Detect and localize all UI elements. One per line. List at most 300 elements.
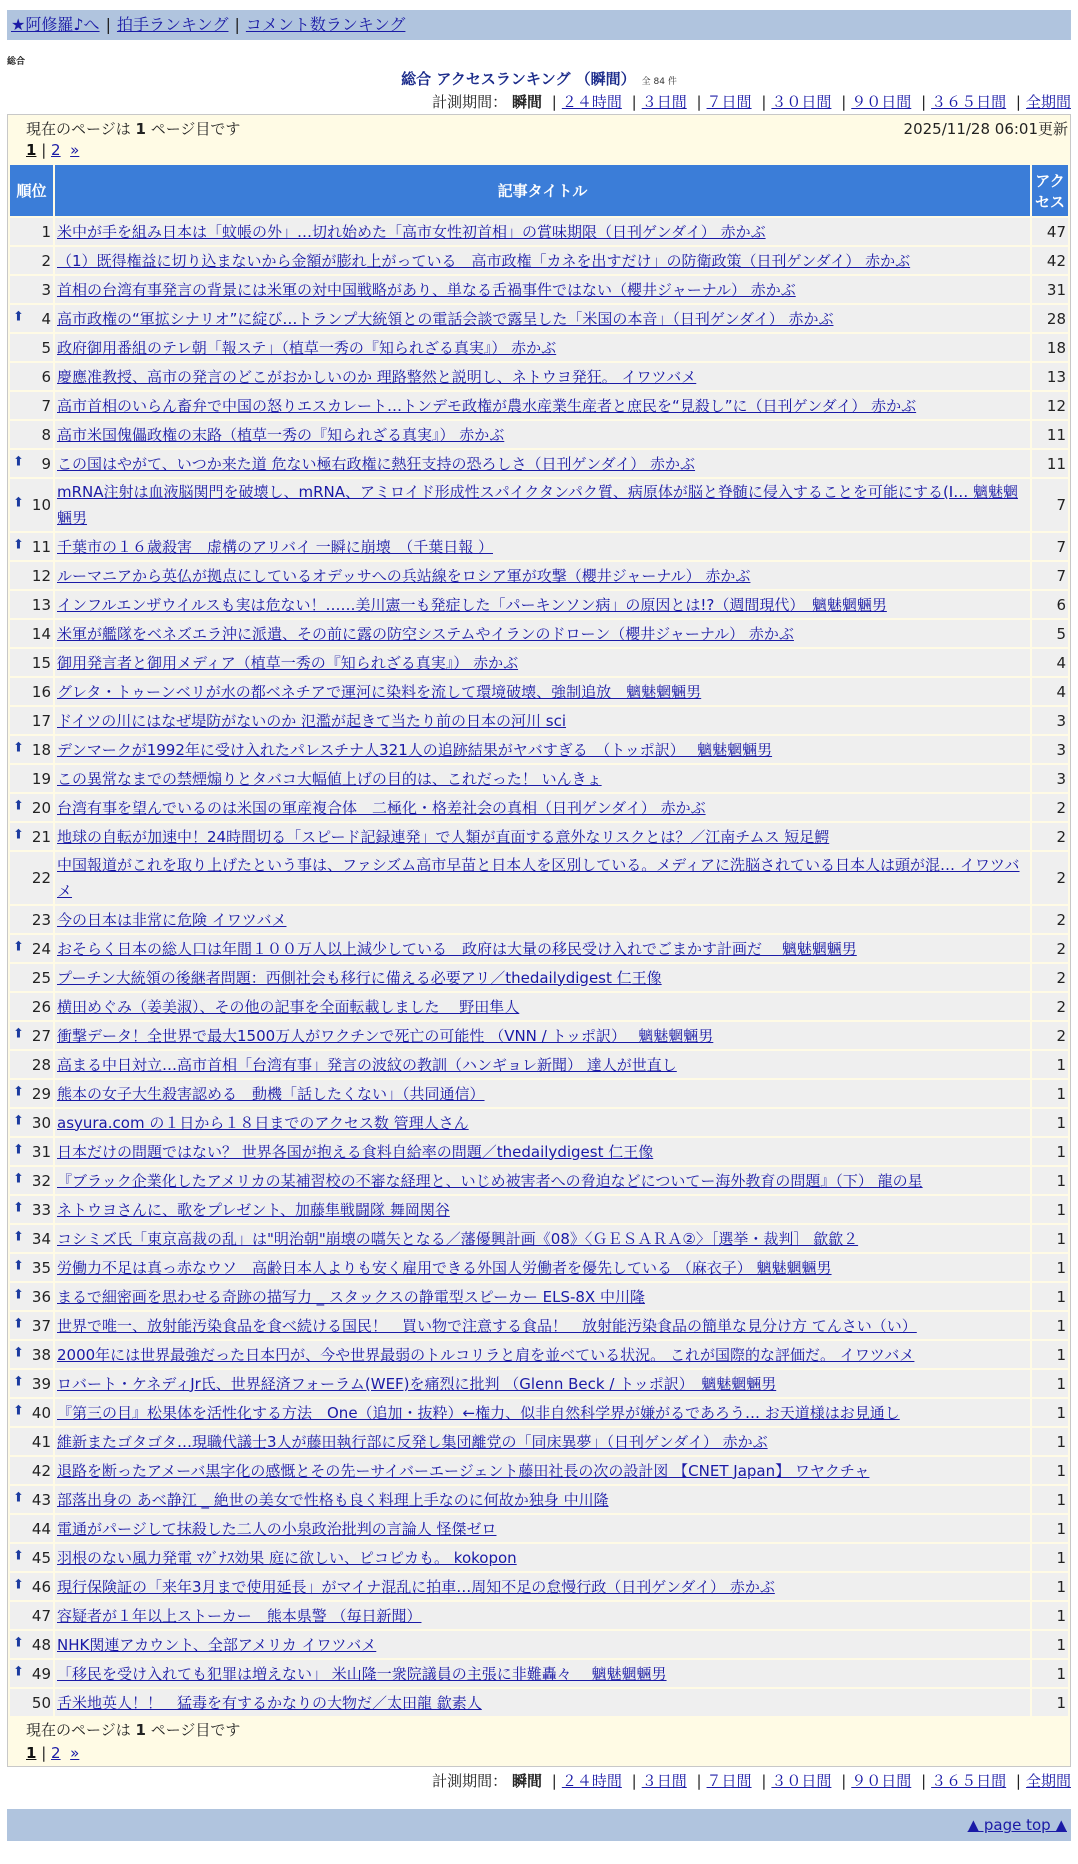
title-cell	[55, 678, 1030, 705]
title-cell	[55, 1225, 1030, 1252]
access-count: 2	[1032, 993, 1068, 1020]
article-link[interactable]: おそらく日本の総人口は年間１００万人以上減少している 政府は大量の移民受け入れでごまかす計画だ 魑魅魍魎男	[57, 939, 857, 958]
pager-current: 1	[26, 141, 37, 159]
title-cell	[55, 1254, 1030, 1281]
article-link[interactable]: 容疑者が１年以上ストーカー 熊本県警 （毎日新聞）	[57, 1606, 422, 1625]
rank-number: 38	[31, 1345, 51, 1364]
rank-cell	[10, 1399, 53, 1426]
period-label: 計測期間：	[432, 1772, 508, 1790]
rank-number: 47	[31, 1606, 51, 1625]
title-cell	[55, 1167, 1030, 1194]
table-row	[10, 823, 1068, 850]
category-label: 総合	[7, 57, 26, 67]
up-arrow-icon: ⬆	[13, 309, 24, 325]
article-link[interactable]: 慶應准教授、高市の発言のどこがおかしいのか 理路整然と説明し、ネトウヨ発狂。 イワツバメ	[57, 367, 697, 386]
rank-cell	[10, 334, 53, 361]
table-row	[10, 707, 1068, 734]
table-row	[10, 1254, 1068, 1281]
current-page-number: 1	[135, 120, 146, 138]
access-count: 2	[1032, 852, 1068, 904]
article-link[interactable]: asyura.com の１日から１８日までのアクセス数 管理人さん	[57, 1113, 469, 1132]
up-arrow-icon: ⬆	[13, 740, 24, 756]
article-link[interactable]: ロバート・ケネディJr氏、世界経済フォーラム(WEF)を痛烈に批判 （Glenn Beck / トッポ訳） 魑魅魍魎男	[57, 1374, 777, 1393]
article-link[interactable]: 『第三の目』松果体を活性化する方法 One（追加・抜粋）←権力、似非自然科学界が嫌がるであろう… お天道様はお見通し	[57, 1403, 900, 1422]
article-link[interactable]: 舌米地英人！！ 猛毒を有するかなりの大物だ／太田龍 歙素人	[57, 1693, 482, 1712]
up-arrow-icon: ⬆	[13, 939, 24, 955]
table-row	[10, 1312, 1068, 1339]
rank-number: 36	[31, 1287, 51, 1306]
up-arrow-icon: ⬆	[13, 1548, 24, 1564]
table-row	[10, 1051, 1068, 1078]
article-link[interactable]: 高市首相のいらん畜弁で中国の怒りエスカレート…トンデモ政権が農水産業生産者と庶民を“見殺し”に（日刊ゲンダイ） 赤かぶ	[57, 396, 917, 415]
access-count: 1	[1032, 1660, 1068, 1687]
access-count: 3	[1032, 736, 1068, 763]
period-link-90d[interactable]: ９０日間	[851, 93, 912, 111]
article-link[interactable]: インフルエンザウイルスも実は危ない！……美川憲一も発症した「パーキンソン病」の原因とは!?（週間現代） 魑魅魍魎男	[57, 595, 887, 614]
article-link[interactable]: 横田めぐみ（姜美淑）、その他の記事を全面転載しました 野田隼人	[57, 997, 520, 1016]
table-row	[10, 1428, 1068, 1455]
access-count: 1	[1032, 1602, 1068, 1629]
period-link-7d[interactable]: ７日間	[706, 93, 752, 111]
article-link[interactable]: 2000年には世界最強だった日本円が、今や世界最弱のトルコリラと肩を並べている状況。 これが国際的な評価だ。 イワツバメ	[57, 1345, 915, 1364]
up-arrow-icon: ⬆	[13, 827, 24, 843]
rank-cell	[10, 1080, 53, 1107]
up-arrow-icon: ⬆	[13, 1403, 24, 1419]
access-count: 4	[1032, 678, 1068, 705]
title-cell	[55, 1486, 1030, 1513]
rank-cell	[10, 1341, 53, 1368]
table-row	[10, 1399, 1068, 1426]
article-link[interactable]: 部落出身の あべ静江 _ 絶世の美女で性格も良く料理上手なのに何故か独身 中川隆	[57, 1490, 609, 1509]
table-row	[10, 1167, 1068, 1194]
title-cell	[55, 1080, 1030, 1107]
up-arrow-icon: ⬆	[13, 1490, 24, 1506]
period-link-90d[interactable]: ９０日間	[851, 1772, 912, 1790]
article-link[interactable]: 羽根のない風力発電 ﾏｸﾞﾅｽ効果 庭に欲しい、ピコピカも。 kokopon	[57, 1548, 517, 1567]
rank-number: 10	[31, 496, 51, 514]
table-row	[10, 1486, 1068, 1513]
rank-number: 7	[41, 396, 51, 415]
up-arrow-icon: ⬆	[13, 1664, 24, 1680]
article-link[interactable]: 首相の台湾有事発言の背景には米軍の対中国戦略があり、単なる舌禍事件ではない（櫻井ジャーナル） 赤かぶ	[57, 280, 796, 299]
rank-cell	[10, 1196, 53, 1223]
title-cell	[55, 421, 1030, 448]
article-link[interactable]: 高市米国傀儡政権の末路（植草一秀の『知られざる真実』） 赤かぶ	[57, 425, 505, 444]
title-cell	[55, 392, 1030, 419]
access-count: 1	[1032, 1254, 1068, 1281]
rank-cell	[10, 852, 53, 904]
pager-page-2[interactable]: 2	[51, 141, 61, 159]
rank-cell	[10, 1138, 53, 1165]
rank-cell	[10, 1167, 53, 1194]
article-link[interactable]: グレタ・トゥーンベリが水の都ベネチアで運河に染料を流して環境破壊、強制追放 魑魅魍魎男	[57, 682, 702, 701]
period-selector-top: 計測期間： 瞬間 | ２４時間 | ３日間 | ７日間 | ３０日間 | ９０日間 | ３６５日間 | 全期間	[432, 93, 1071, 111]
article-link[interactable]: 衝撃データ！全世界で最大1500万人がワクチンで死亡の可能性 （VNN / トッポ訳） 魑魅魍魎男	[57, 1026, 714, 1045]
table-row	[10, 421, 1068, 448]
up-arrow-icon: ⬆	[13, 1113, 24, 1129]
article-link[interactable]: mRNA注射は血液脳関門を破壊し、mRNA、アミロイド形成性スパイクタンパク質、病原体が脳と脊髄に侵入することを可能にする(I… 魑魅魍魎男	[57, 483, 1018, 527]
comment-ranking-link[interactable]: コメント数ランキング	[245, 15, 406, 34]
rank-cell	[10, 964, 53, 991]
access-count: 1	[1032, 1225, 1068, 1252]
rank-number: 20	[31, 798, 51, 817]
article-link[interactable]: ネトウヨさんに、歌をプレゼント、加藤隼戦闘隊 舞岡関谷	[57, 1200, 450, 1219]
up-arrow-icon: ⬆	[13, 798, 24, 814]
period-link-3d[interactable]: ３日間	[641, 93, 687, 111]
title-cell	[55, 363, 1030, 390]
rank-number: 13	[31, 595, 51, 614]
access-count: 2	[1032, 906, 1068, 933]
title-cell	[55, 1631, 1030, 1658]
rank-cell	[10, 218, 53, 245]
table-row	[10, 1602, 1068, 1629]
table-row	[10, 247, 1068, 274]
access-count: 6	[1032, 591, 1068, 618]
rank-cell	[10, 1573, 53, 1600]
title-cell	[55, 1022, 1030, 1049]
access-count: 2	[1032, 964, 1068, 991]
table-row	[10, 1573, 1068, 1600]
access-count: 1	[1032, 1544, 1068, 1571]
rank-number: 44	[31, 1519, 51, 1538]
table-row	[10, 305, 1068, 332]
rank-cell	[10, 1022, 53, 1049]
article-link[interactable]: 今の日本は非常に危険 イワツバメ	[57, 910, 287, 929]
rank-number: 14	[31, 624, 51, 643]
rank-cell	[10, 935, 53, 962]
up-arrow-icon: ⬆	[13, 1229, 24, 1245]
title-cell	[55, 1689, 1030, 1716]
article-link[interactable]: 現行保険証の「来年3月まで使用延長」がマイナ混乱に拍車…周知不足の怠慢行政（日刊ゲンダイ） 赤かぶ	[57, 1577, 775, 1596]
period-link-30d[interactable]: ３０日間	[771, 93, 832, 111]
rank-number: 31	[31, 1142, 51, 1161]
rank-cell	[10, 1660, 53, 1687]
period-link-all[interactable]: 全期間	[1025, 1772, 1071, 1790]
rank-number: 28	[31, 1055, 51, 1074]
period-link-24h[interactable]: ２４時間	[561, 1772, 622, 1790]
article-link[interactable]: 御用発言者と御用メディア（植草一秀の『知られざる真実』） 赤かぶ	[57, 653, 519, 672]
article-link[interactable]: まるで細密画を思わせる奇跡の描写力 _ スタックスの静電型スピーカー ELS-8X 中川隆	[57, 1287, 645, 1306]
access-count: 1	[1032, 1051, 1068, 1078]
table-header-row	[10, 165, 1068, 216]
access-count: 7	[1032, 562, 1068, 589]
up-arrow-icon: ⬆	[13, 1577, 24, 1593]
table-row	[10, 1196, 1068, 1223]
table-row	[10, 794, 1068, 821]
period-link-24h[interactable]: ２４時間	[561, 93, 622, 111]
rank-number: 27	[31, 1026, 51, 1045]
table-row	[10, 964, 1068, 991]
article-link[interactable]: 中国報道がこれを取り上げたという事は、ファシズム高市早苗と日本人を区別している。メディアに洗脳されている日本人は頭が混… イワツバメ	[57, 856, 1020, 900]
rank-cell	[10, 1457, 53, 1484]
access-count: 1	[1032, 1428, 1068, 1455]
title-cell	[55, 479, 1030, 531]
article-link[interactable]: ルーマニアから英仏が拠点にしているオデッサへの兵站線をロシア軍が攻撃（櫻井ジャーナル） 赤かぶ	[57, 566, 751, 585]
table-row	[10, 1022, 1068, 1049]
rank-number: 19	[31, 769, 51, 788]
article-link[interactable]: コシミズ氏「東京高裁の乱」は"明治朝"崩壊の嚆矢となる／藩優興計画《08》〈ＧＥＳＡＲＡ②〉［選挙・裁判］ 歙歙２	[57, 1229, 859, 1248]
pager-top: 1 | 2 »	[26, 141, 80, 159]
title-cell	[55, 305, 1030, 332]
access-count: 1	[1032, 1631, 1068, 1658]
title-cell	[55, 218, 1030, 245]
up-arrow-icon: ⬆	[13, 1142, 24, 1158]
rank-cell	[10, 1602, 53, 1629]
up-arrow-icon: ⬆	[13, 454, 24, 470]
article-link[interactable]: 「移民を受け入れても犯罪は増えない」 米山隆一衆院議員の主張に非難轟々 魑魅魍魎男	[57, 1664, 667, 1683]
title-cell	[55, 1051, 1030, 1078]
rank-number: 26	[31, 997, 51, 1016]
rank-number: 5	[41, 338, 51, 357]
table-row	[10, 1370, 1068, 1397]
rank-cell	[10, 649, 53, 676]
table-row	[10, 736, 1068, 763]
rank-cell	[10, 1051, 53, 1078]
up-arrow-icon: ⬆	[13, 495, 24, 511]
title-cell	[55, 707, 1030, 734]
rank-cell	[10, 823, 53, 850]
access-count: 1	[1032, 1689, 1068, 1716]
table-row	[10, 276, 1068, 303]
page-title	[7, 68, 1071, 90]
rank-number: 41	[31, 1432, 51, 1451]
rank-cell	[10, 906, 53, 933]
table-row	[10, 765, 1068, 792]
rank-cell	[10, 707, 53, 734]
table-row	[10, 1283, 1068, 1310]
rank-cell	[10, 1225, 53, 1252]
article-link[interactable]: 維新またゴタゴタ…現職代議士3人が藤田執行部に反発し集団離党の「同床異夢」（日刊ゲンダイ） 赤かぶ	[57, 1432, 768, 1451]
period-link-7d[interactable]: ７日間	[706, 1772, 752, 1790]
article-link[interactable]: この異常なまでの禁煙煽りとタバコ大幅値上げの目的は、これだった！ いんきょ	[57, 769, 602, 788]
access-count: 1	[1032, 1370, 1068, 1397]
period-link-365d[interactable]: ３６５日間	[931, 1772, 1007, 1790]
table-row	[10, 479, 1068, 531]
article-link[interactable]: 世界で唯一、放射能汚染食品を食べ続ける国民！ 買い物で注意する食品！ 放射能汚染食品の簡単な見分け方 てんさい（い）	[57, 1316, 917, 1335]
access-count: 2	[1032, 1022, 1068, 1049]
rank-cell	[10, 305, 53, 332]
access-count: 1	[1032, 1486, 1068, 1513]
article-link[interactable]: NHK関連アカウント、全部アメリカ イワツバメ	[57, 1635, 377, 1654]
table-row	[10, 649, 1068, 676]
access-count: 12	[1032, 392, 1068, 419]
rank-number: 29	[31, 1084, 51, 1103]
title-cell	[55, 276, 1030, 303]
article-link[interactable]: ドイツの川にはなぜ堤防がないのか 氾濫が起きて当たり前の日本の河川 sci	[57, 711, 567, 730]
table-row	[10, 363, 1068, 390]
title-cell	[55, 450, 1030, 477]
article-link[interactable]: 米中が手を組み日本は「蚊帳の外」…切れ始めた「高市女性初首相」の賞味期限（日刊ゲンダイ） 赤かぶ	[57, 222, 766, 241]
table-row	[10, 533, 1068, 560]
rank-cell	[10, 678, 53, 705]
table-row	[10, 1660, 1068, 1687]
access-count: 1	[1032, 1515, 1068, 1542]
table-row	[10, 852, 1068, 904]
rank-cell	[10, 736, 53, 763]
period-link-365d[interactable]: ３６５日間	[931, 93, 1007, 111]
article-link[interactable]: 高まる中日対立…高市首相「台湾有事」発言の波紋の教訓（ハンギョレ新聞） 達人が世直し	[57, 1055, 677, 1074]
rank-cell	[10, 591, 53, 618]
access-count: 47	[1032, 218, 1068, 245]
table-row	[10, 562, 1068, 589]
rank-cell	[10, 392, 53, 419]
table-row	[10, 392, 1068, 419]
up-arrow-icon: ⬆	[13, 1316, 24, 1332]
rank-number: 21	[31, 827, 51, 846]
article-link[interactable]: 千葉市の１６歳殺害 虚構のアリバイ 一瞬に崩壊 （千葉日報 ）	[57, 537, 493, 556]
access-count: 1	[1032, 1138, 1068, 1165]
rank-cell	[10, 363, 53, 390]
rank-number: 32	[31, 1171, 51, 1190]
access-count: 3	[1032, 707, 1068, 734]
title-cell	[55, 1515, 1030, 1542]
article-link[interactable]: 退路を断ったアメーバ黒字化の感慨とその先ーサイバーエージェント藤田社長の次の設計図 【CNET Japan】 ワヤクチャ	[57, 1461, 870, 1480]
access-count: 1	[1032, 1341, 1068, 1368]
article-link[interactable]: 台湾有事を望んでいるのは米国の軍産複合体 二極化・格差社会の真相（日刊ゲンダイ） 赤かぶ	[57, 798, 706, 817]
rank-cell	[10, 1109, 53, 1136]
nav-separator: |	[234, 15, 240, 34]
up-arrow-icon: ⬆	[13, 1171, 24, 1187]
ranking-title: 総合 アクセスランキング （瞬間）	[401, 70, 636, 88]
article-link[interactable]: この国はやがて、いつか来た道 危ない極右政権に熱狂支持の恐ろしさ（日刊ゲンダイ） 赤かぶ	[57, 454, 696, 473]
article-link[interactable]: 政府御用番組のテレ朝「報ステ」（植草一秀の『知られざる真実』） 赤かぶ	[57, 338, 557, 357]
up-arrow-icon: ⬆	[13, 1258, 24, 1274]
table-row	[10, 906, 1068, 933]
rank-cell	[10, 479, 53, 531]
rank-cell	[10, 1689, 53, 1716]
rank-cell	[10, 794, 53, 821]
table-row	[10, 334, 1068, 361]
clap-ranking-link[interactable]: 拍手ランキング	[116, 15, 229, 34]
title-cell	[55, 906, 1030, 933]
article-link[interactable]: （1）既得権益に切り込まないから金額が膨れ上がっている 高市政権「カネを出すだけ」の防衛政策（日刊ゲンダイ） 赤かぶ	[57, 251, 911, 270]
title-cell	[55, 533, 1030, 560]
page	[7, 10, 1071, 1841]
access-count: 2	[1032, 823, 1068, 850]
access-count: 11	[1032, 450, 1068, 477]
article-link[interactable]: 労働力不足は真っ赤なウソ 高齢日本人よりも安く雇用できる外国人労働者を優先している （麻衣子） 魑魅魍魎男	[57, 1258, 832, 1277]
page-info-bottom: 現在のページは 1 ページ目です	[26, 1721, 241, 1739]
article-link[interactable]: 米軍が艦隊をベネズエラ沖に派遣、その前に露の防空システムやイランのドローン（櫻井ジャーナル） 赤かぶ	[57, 624, 794, 643]
title-cell	[55, 1312, 1030, 1339]
title-cell	[55, 591, 1030, 618]
up-arrow-icon: ⬆	[13, 1374, 24, 1390]
access-count: 2	[1032, 935, 1068, 962]
article-link[interactable]: プーチン大統領の後継者問題：西側社会も移行に備える必要アリ／thedailydigest 仁王像	[57, 968, 662, 987]
article-link[interactable]: 日本だけの問題ではない？ 世界各国が抱える食料自給率の問題／thedailydigest 仁王像	[57, 1142, 654, 1161]
page-top-link[interactable]: ▲ page top ▲	[967, 1816, 1067, 1834]
ranking-panel	[7, 114, 1071, 1767]
title-cell	[55, 1341, 1030, 1368]
period-selector-bottom: 計測期間： 瞬間 | ２４時間 | ３日間 | ７日間 | ３０日間 | ９０日間 | ３６５日間 | 全期間	[432, 1772, 1071, 1790]
rank-cell	[10, 620, 53, 647]
up-arrow-icon: ⬆	[13, 1635, 24, 1651]
rank-cell	[10, 533, 53, 560]
article-link[interactable]: 高市政権の“軍拡シナリオ”に綻び…トランプ大統領との電話会談で露呈した「米国の本音」（日刊ゲンダイ） 赤かぶ	[57, 309, 834, 328]
table-row	[10, 1341, 1068, 1368]
rank-number: 2	[41, 251, 51, 270]
rank-cell	[10, 1428, 53, 1455]
article-link[interactable]: 熊本の女子大生殺害認める 動機「話したくない」（共同通信）	[57, 1084, 485, 1103]
article-link[interactable]: 電通がパージして抹殺した二人の小泉政治批判の言論人 怪傑ゼロ	[57, 1519, 497, 1538]
header-title: 記事タイトル	[55, 165, 1030, 216]
period-link-30d[interactable]: ３０日間	[771, 1772, 832, 1790]
title-cell	[55, 765, 1030, 792]
pager-page-2[interactable]: 2	[51, 1744, 61, 1762]
title-cell	[55, 1399, 1030, 1426]
article-link[interactable]: デンマークが1992年に受け入れたパレスチナ人321人の追跡結果がヤバすぎる （トッポ訳） 魑魅魍魎男	[57, 740, 773, 759]
title-cell	[55, 823, 1030, 850]
table-row	[10, 1631, 1068, 1658]
pager-next[interactable]: »	[70, 141, 80, 159]
rank-cell	[10, 1515, 53, 1542]
access-count: 3	[1032, 765, 1068, 792]
header-access: アクセス	[1032, 165, 1068, 216]
title-cell	[55, 562, 1030, 589]
up-arrow-icon: ⬆	[13, 1026, 24, 1042]
table-row	[10, 1225, 1068, 1252]
rank-number: 34	[31, 1229, 51, 1248]
rank-number: 9	[41, 454, 51, 473]
rank-number: 49	[31, 1664, 51, 1683]
access-count: 1	[1032, 1312, 1068, 1339]
up-arrow-icon: ⬆	[13, 1287, 24, 1303]
rank-cell	[10, 1370, 53, 1397]
rank-number: 37	[31, 1316, 51, 1335]
article-link[interactable]: 地球の自転が加速中！24時間切る「スピード記録連発」で人類が直面する意外なリスクとは？／江南チムス 短足鰐	[57, 827, 830, 846]
updated-timestamp: 2025/11/28 06:01更新	[903, 120, 1068, 138]
pager-next[interactable]: »	[70, 1744, 80, 1762]
title-cell	[55, 649, 1030, 676]
access-count: 4	[1032, 649, 1068, 676]
rank-number: 25	[31, 968, 51, 987]
title-cell	[55, 736, 1030, 763]
rank-number: 15	[31, 653, 51, 672]
access-count: 1	[1032, 1283, 1068, 1310]
rank-number: 18	[31, 740, 51, 759]
up-arrow-icon: ⬆	[13, 537, 24, 553]
period-link-3d[interactable]: ３日間	[641, 1772, 687, 1790]
table-row	[10, 1544, 1068, 1571]
access-count: 1	[1032, 1196, 1068, 1223]
title-cell	[55, 993, 1030, 1020]
rank-number: 40	[31, 1403, 51, 1422]
title-cell	[55, 1138, 1030, 1165]
access-count: 1	[1032, 1109, 1068, 1136]
item-count: 全 84 件	[641, 77, 677, 87]
rank-number: 22	[31, 869, 51, 887]
top-nav	[7, 10, 1071, 40]
period-link-all[interactable]: 全期間	[1025, 93, 1071, 111]
table-row	[10, 935, 1068, 962]
rank-number: 35	[31, 1258, 51, 1277]
table-row	[10, 591, 1068, 618]
rank-number: 43	[31, 1490, 51, 1509]
article-link[interactable]: 『ブラック企業化したアメリカの某補習校の不審な経理と、いじめ被害者への脅迫などについてー海外教育の問題』（下） 龍の星	[57, 1171, 923, 1190]
pager-bottom: 1 | 2 »	[26, 1744, 80, 1762]
table-row	[10, 678, 1068, 705]
table-row	[10, 218, 1068, 245]
rank-number: 45	[31, 1548, 51, 1567]
rank-number: 17	[31, 711, 51, 730]
rank-number: 42	[31, 1461, 51, 1480]
home-link[interactable]: ★阿修羅♪へ	[11, 15, 100, 34]
table-row	[10, 620, 1068, 647]
table-row	[10, 1109, 1068, 1136]
rank-number: 39	[31, 1374, 51, 1393]
access-count: 5	[1032, 620, 1068, 647]
title-cell	[55, 1573, 1030, 1600]
